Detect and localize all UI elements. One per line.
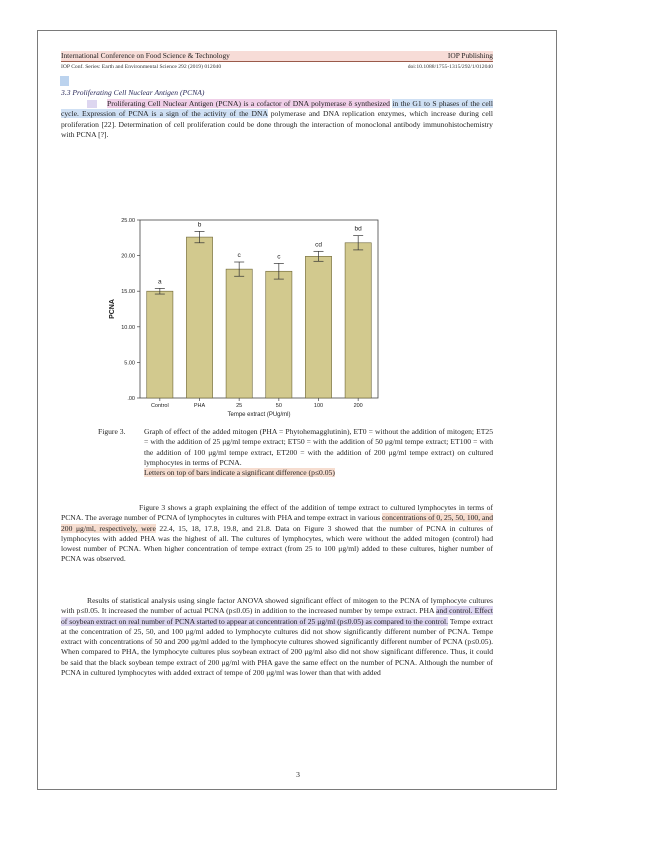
text-sentence: 22.4, 15, 18, 17.8, 19.8, and 21.8. Data on Figure 3 showed that the number of PCNA in cultures of lymphocytes with added PHA was the highest of all. The cultures of lymphocytes, which were without the added mitogen (control) had lowest number of PCNA. When higher concentration of tempe extract (from 25 to 100 μg/ml) added to these cultures, higher number of PCNA was observed. (61, 523, 493, 564)
highlighted-sentence: Proliferating Cell Nuclear Antigen (PCNA) is a cofactor of DNA polymerase δ synthesized (107, 99, 390, 108)
significance-label: cd (315, 241, 322, 249)
figure-label: Figure 3. (98, 427, 126, 436)
x-tick-label: Control (150, 403, 169, 409)
x-tick-label: 100 (313, 403, 324, 409)
x-axis-label: Tempe extract (PUg/ml) (227, 412, 291, 418)
bar (147, 291, 173, 398)
publisher-name: IOP Publishing (447, 51, 493, 60)
y-tick-label: 10.00 (121, 324, 135, 331)
series-line (61, 63, 493, 71)
bar (226, 269, 252, 398)
text-sentence: Tempe extract at the concentration of 25, 50, and 100 μg/ml added to lymphocyte cultures did not show significantly different number of PCNA. Tempe extract with concentrations of 50 and 200 μg/ml added to the lymphocyte cultures showed significantly different number of PCNA (p≤0.05). When compared to PHA, the lymphocyte cultures plus soybean extract of 200 μg/ml also did not show significant difference. Thus, it could be said that the black soybean tempe extract of 200 μg/ml with PHA gave the same effect on the number of PCNA. Although the number of PCNA in cultured lymphocytes with added extract of tempe of 200 μg/ml was lower than that with added (61, 616, 493, 678)
figure-caption (98, 427, 493, 478)
x-tick-label: 50 (275, 403, 282, 409)
y-tick-label: 20.00 (121, 253, 135, 260)
y-tick-label: .00 (127, 396, 135, 402)
pcna-bar-chart (100, 210, 390, 425)
caption-note: Letters on top of bars indicate a significant difference (p≤0.05) (144, 468, 335, 478)
annotation-marker (60, 76, 69, 86)
highlighted-sentence: in the G1 to S phases of the cell cycle. Expression of PCNA is a sign of the activity of the DNA (61, 99, 493, 119)
significance-label: bd (354, 225, 362, 233)
text-sentence: immunohistochemistry with PCNA [?]. (61, 119, 493, 139)
running-header (61, 51, 493, 62)
section-title: 3.3 Proliferating Cell Nuclear Antigen (PCNA) (61, 88, 205, 97)
paragraph-pcna-intro (61, 99, 493, 140)
significance-label: b (197, 221, 202, 229)
y-tick-label: 15.00 (121, 289, 135, 296)
caption-body: Graph of effect of the added mitogen (PHA = Phytohemagglutinin), ET0 = without the addition of mitogen; ET25 = with the addition of 25 μg/ml tempe extract; ET50 = with the addition of 50 μg/ml tempe extract; ET100 = with the addition of 100 μg/ml tempe extract, ET200 = with the addition of 200 μg/ml tempe extract) on cultured lymphocytes in terms of PCNA. (144, 427, 493, 467)
series-citation: IOP Conf. Series: Earth and Environmental Science 292 (2019) 012040 (61, 64, 222, 70)
text-sentence: Results of statistical analysis using single factor ANOVA showed significant effect of mitogen to the PCNA of lymphocyte cultures with p≤0.05. It increased the number of actual PCNA (p≤0.05) in addition to the increased number by tempe extract. PHA (61, 596, 493, 616)
text-sentence: Determination of cell proliferation could be done through the interaction of monoclonal antibody (118, 119, 421, 129)
x-tick-label: 25 (236, 403, 243, 409)
page-number: 3 (296, 770, 300, 779)
y-tick-label: 25.00 (121, 218, 135, 224)
highlight-marker (87, 100, 97, 108)
bar (186, 237, 212, 398)
y-tick-label: 5.00 (124, 360, 135, 367)
conference-name: International Conference on Food Science & Technology (61, 51, 230, 60)
significance-label: c (237, 252, 241, 260)
doi-link[interactable]: doi:10.1088/1755-1315/292/1/012040 (407, 64, 493, 70)
plot-area (140, 220, 378, 398)
significance-label: c (277, 253, 281, 261)
text-sentence: Figure 3 shows a graph explaining the effect of the addition of tempe extract to cultured lymphocytes in terms of PCNA. The average number of PCNA of lymphocytes in cultures with PHA and tempe extract in various (61, 503, 493, 523)
bar (305, 256, 331, 398)
highlighted-sentence: and control. Effect of soybean extract on real number of PCNA started to appear at concentration of 25 μg/ml (p≤0.05) as compared to the control. (61, 606, 493, 626)
significance-label: a (158, 278, 162, 286)
x-tick-label: PHA (193, 403, 206, 409)
bar (345, 243, 371, 398)
paragraph-results (61, 503, 493, 565)
highlighted-sentence: concentrations of 0, 25, 50, 100, and 200 μg/ml, respectively, were (61, 513, 493, 533)
x-tick-label: 200 (353, 403, 363, 409)
y-axis-label: PCNA (109, 299, 116, 319)
paragraph-statistics (61, 596, 493, 678)
bar (266, 271, 292, 398)
text-sentence: polymerase and DNA replication enzymes, which increase during cell proliferation [22]. (61, 109, 493, 129)
